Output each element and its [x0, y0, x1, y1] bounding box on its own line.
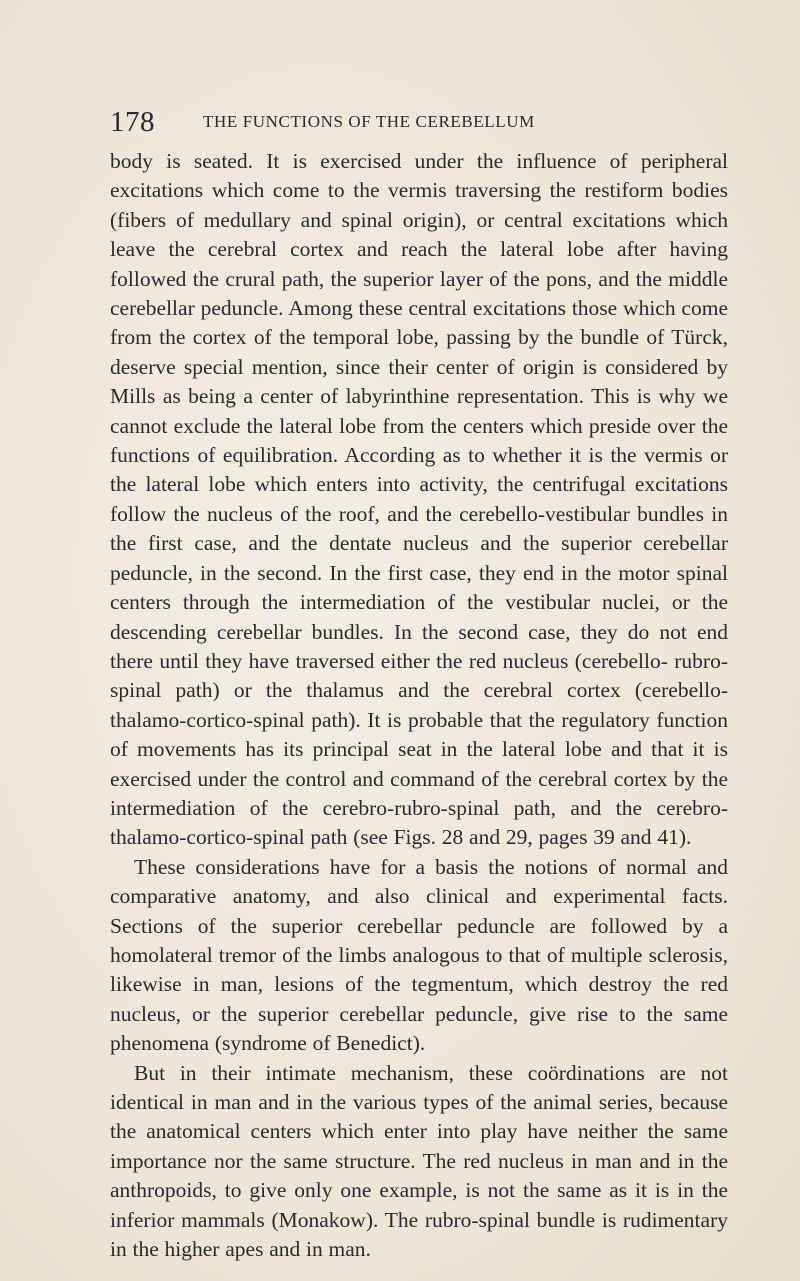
paragraph-1: body is seated. It is exercised under the influence of peripheral excitations which come to the vermis traversing the restiform bodies (fibers of medullary and spinal origin), or central excitations which leave the cerebral cortex and reach the lateral lobe after having followed the crural path, the superior layer of the pons, and the middle cerebellar peduncle. Among these central excitations those which come from the cortex of the temporal lobe, passing by the bundle of Türck, deserve special mention, since their center of origin is considered by Mills as being a center of labyrinthine representation. This is why we cannot exclude the lateral lobe from the centers which preside over the functions of equilibration. According as to whether it is the vermis or the lateral lobe which enters into activity, the centrifugal excitations follow the nucleus of the roof, and the cerebello-vestibular bundles in the first case, and the dentate nucleus and the superior cerebellar peduncle, in the second. In the first case, they end in the motor spinal centers through the intermediation of the vestibular nuclei, or the descending cerebellar bundles. In the second case, they do not end there until they have traversed either the red nucleus (cerebello- rubro-spinal path) or the thalamus and the cerebral cortex (cerebello-thalamo-cortico-spinal path). It is probable that the regulatory function of movements has its principal seat in the lateral lobe and that it is exercised under the control and command of the cerebral cortex by the intermediation of the cerebro-rubro-spinal path, and the cerebro-thalamo-cortico-spinal path (see Figs. 28 and 29, pages 39 and 41). [110, 149, 728, 850]
paragraph-3: But in their intimate mechanism, these coördinations are not identical in man and in the various types of the animal series, because the anatomical centers which enter into play have neither the same importance nor the same structure. The red nucleus in man and in the anthropoids, to give only one example, is not the same as it is in the inferior mammals (Monakow). The rubro-spinal bundle is rudimentary in the higher apes and in man. [110, 1060, 728, 1262]
body-text [110, 147, 728, 1264]
running-title: THE FUNCTIONS OF THE CEREBELLUM [203, 112, 535, 131]
page-number: 178 [110, 106, 155, 138]
page-header [110, 102, 730, 142]
paragraph-2: These considerations have for a basis the notions of normal and comparative anatomy, and also clinical and experimental facts. Sections of the superior cerebellar peduncle are followed by a homolateral tremor of the limbs analogous to that of multiple sclerosis, likewise in man, lesions of the tegmentum, which destroy the red nucleus, or the superior cerebellar peduncle, give rise to the same phenomena (syndrome of Benedict). [110, 854, 728, 1056]
